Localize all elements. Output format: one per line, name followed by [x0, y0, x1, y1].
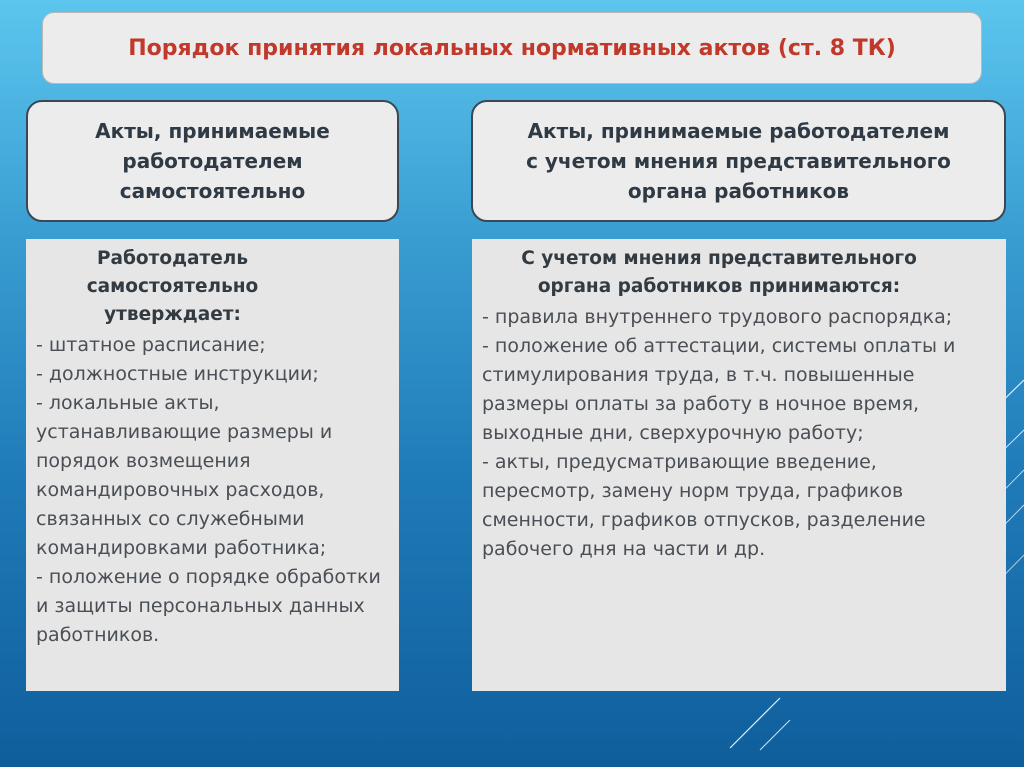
left-box-heading: [36, 245, 389, 329]
right-box-heading: [482, 245, 996, 301]
list-item: - правила внутреннего трудового распорядка;: [482, 306, 953, 328]
left-header-line: Акты, принимаемые: [95, 119, 330, 143]
list-item: - штатное расписание;: [36, 334, 266, 356]
list-item: - должностные инструкции;: [36, 363, 319, 385]
left-content-box: [26, 239, 399, 691]
right-header-line: Акты, принимаемые работодателем: [527, 119, 950, 143]
left-box-heading-line: самостоятельно: [86, 276, 259, 297]
right-box-heading-line: С учетом мнения представительного: [521, 248, 917, 269]
right-header-box: [471, 100, 1006, 222]
right-box-heading-line: органа работников принимаются:: [537, 276, 901, 297]
list-item: - акты, предусматривающие введение, пересмотр, замену норм труда, графиков сменности, графиков отпусков, разделение рабочего дня на части и др.: [482, 451, 926, 560]
left-header-line: самостоятельно: [119, 179, 306, 203]
list-item: - локальные акты, устанавливающие размеры и порядок возмещения командировочных расходов, связанных со служебными командировками работника;: [36, 392, 333, 559]
title-box: [42, 12, 982, 84]
list-item: - положение об аттестации, системы оплаты и стимулирования труда, в т.ч. повышенные размеры оплаты за работу в ночное время, выходные дни, сверхурочную работу;: [482, 335, 956, 444]
page-title: Порядок принятия локальных нормативных актов (ст. 8 ТК): [128, 35, 896, 61]
right-header-line: с учетом мнения представительного: [526, 149, 951, 173]
left-header-line: работодателем: [122, 149, 303, 173]
right-header-line: органа работников: [627, 179, 850, 203]
left-box-heading-line: Работодатель: [96, 248, 249, 269]
left-header-box: [26, 100, 399, 222]
right-content-box: [472, 239, 1006, 691]
list-item: - положение о порядке обработки и защиты персональных данных работников.: [36, 566, 381, 646]
left-box-heading-line: утверждает:: [104, 304, 241, 325]
